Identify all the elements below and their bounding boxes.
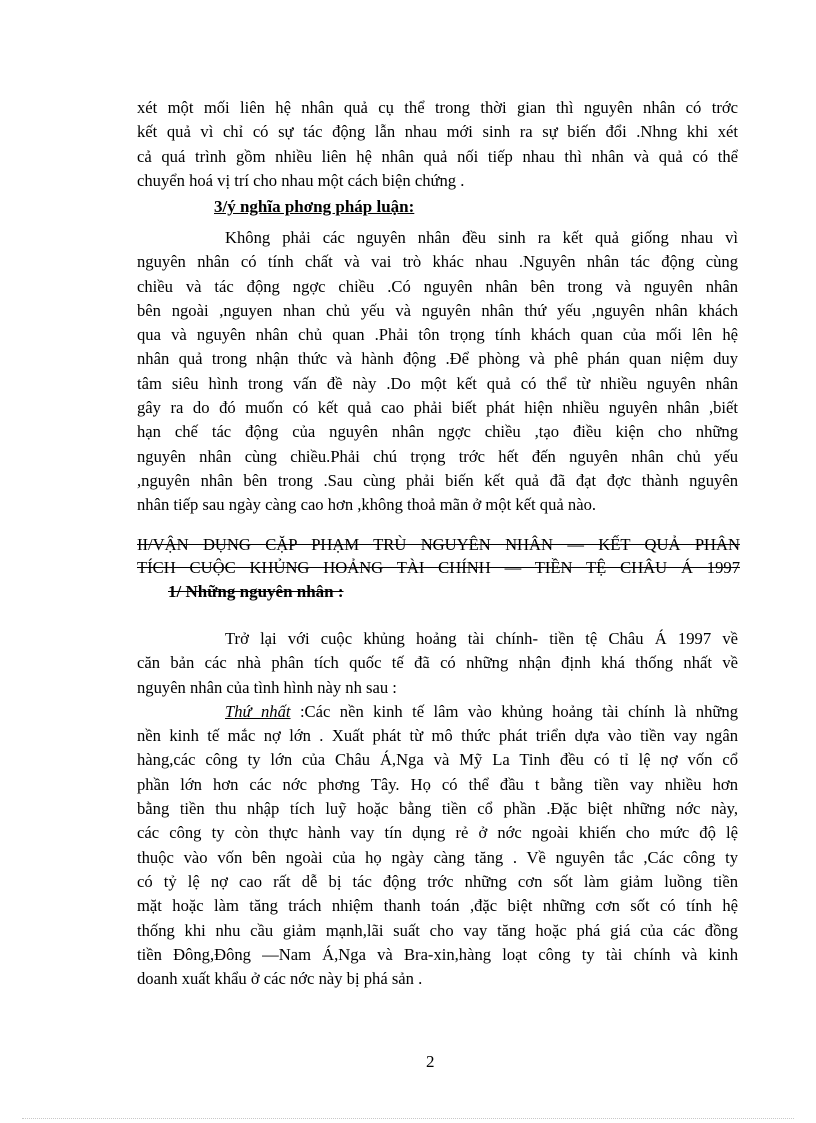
text-line: hàng,các công ty lớn của Châu Á,Nga và Mỹ La Tinh đều có tỉ lệ nợ vốn cổ [137, 750, 738, 770]
text-line: có tỷ lệ nợ cao rất dễ bị tác động trớc những cơn sốt làm giảm luồng tiền [137, 871, 738, 891]
text-line: nguyên nhân có tính chất và vai trò khác nhau .Nguyên nhân tác động cùng [137, 252, 738, 272]
paragraph-causes [137, 627, 738, 991]
text-line: căn bản các nhà phân tích quốc tế đã có những nhận định khá thống nhất về [137, 653, 738, 673]
text-line: tâm siêu hình trong vấn đề này .Do một kết quả có thể từ nhiều nguyên nhân [137, 373, 738, 393]
text-line: kết quả vì chỉ có sự tác động lẫn nhau mới sinh ra sự biến đổi .Nhng khi xét [137, 122, 738, 142]
text-line: hạn chế tác động của nguyên nhân ngợc chiều ,tạo điều kiện cho những [137, 422, 738, 442]
text-line: tiền Đông,Đông —Nam Á,Nga và Bra-xin,hàng loạt công ty tài chính và kinh [137, 944, 738, 964]
text-line: Trở lại với cuộc khủng hoảng tài chính- tiền tệ Châu Á 1997 về [225, 629, 738, 648]
text-line: nhân quả trong nhận thức và hành động .Để phòng và phê phán quan niệm duy [137, 349, 738, 369]
section-title: TÍCH CUỘC KHỦNG HOẢNG TÀI CHÍNH — TIỀN TỆ CHÂU Á 1997 [137, 558, 740, 577]
text-line: phần lớn hơn các nớc phơng Tây. Họ có thể đầu t bằng tiền vay nhiều hơn [137, 774, 738, 794]
heading-methodology: 3/ý nghĩa phơng pháp luận: [214, 197, 415, 216]
text-line: chiều và tác động ngợc chiều .Có nguyên nhân bên trong và nguyên nhân [137, 276, 738, 296]
first-cause-label: Thứ nhất [225, 701, 291, 721]
paragraph-continuation [137, 96, 738, 193]
page-number: 2 [426, 1052, 435, 1071]
text-line: bằng tiền thu nhập tích luỹ hoặc bằng tiền cổ phần .Đặc biệt những nớc này, [137, 799, 738, 819]
text-line: nhân tiếp sau ngày càng cao hơn ,không thoả mãn ở một kết quả nào. [137, 495, 597, 515]
text-line: chuyển hoá vị trí cho nhau một cách biện chứng . [137, 170, 465, 190]
text-line: Không phải các nguyên nhân đều sinh ra kết quả giống nhau vì [225, 228, 738, 247]
heading-causes: 1/ Những nguyên nhân : [168, 582, 344, 601]
text-line: các công ty còn thực hành vay tín dụng rẻ ở nớc ngoài khiến cho mức độ lệ [137, 823, 738, 843]
text-line: gây ra do đó muốn có kết quả cao phải biết phát hiện nhiều nguyên nhân ,biết [137, 398, 738, 418]
text-line: bên ngoài ,nguyen nhan chủ yếu và nguyên nhân thứ yếu ,nguyên nhân khách [137, 300, 738, 320]
first-cause-text: :Các nền kinh tế lâm vào khủng hoảng tài chính là những [290, 701, 738, 721]
text-line [137, 700, 738, 724]
text-line: thống khi nhu cầu giảm mạnh,lãi suất cho vay tăng hoặc phá giá của các đồng [137, 920, 738, 940]
text-line: ,nguyên nhân bên trong .Sau cùng phải biến kết quả đã đạt đợc thành nguyên [137, 470, 738, 490]
section-title: II/VẬN DỤNG CẶP PHẠM TRÙ NGUYÊN NHÂN — KẾT QUẢ PHÂN [137, 535, 740, 554]
text-line: mặt hoặc làm tăng trách nhiệm thanh toán ,đặc biệt những cơn sốt có tính hệ [137, 896, 738, 916]
paragraph-methodology [137, 226, 738, 518]
text-line: cả quá trình gồm nhiều liên hệ nhân quả nối tiếp nhau thì nhân và quả có thể [137, 146, 738, 166]
text-line: nguyên nhân của tình hình này nh sau : [137, 677, 397, 697]
text-line: qua và nguyên nhân chủ quan .Phải tôn trọng tính khách quan của mối lên hệ [137, 325, 738, 345]
text-line: xét một mối liên hệ nhân quả cụ thể trong thời gian thì nguyên nhân có trớc [137, 98, 738, 117]
page-boundary-divider [22, 1118, 794, 1119]
text-line: doanh xuất khẩu ở các nớc này bị phá sản . [137, 969, 423, 989]
text-line: nguyên nhân cùng chiều.Phải chú trọng trớc hết đến nguyên nhân chủ yếu [137, 446, 738, 466]
text-line: nền kinh tế mắc nợ lớn . Xuất phát từ mô thức phát triển dựa vào tiền vay ngân [137, 726, 738, 746]
text-line: thuộc vào vốn bên ngoài của họ ngày càng tăng . Về nguyên tắc ,Các công ty [137, 847, 738, 867]
